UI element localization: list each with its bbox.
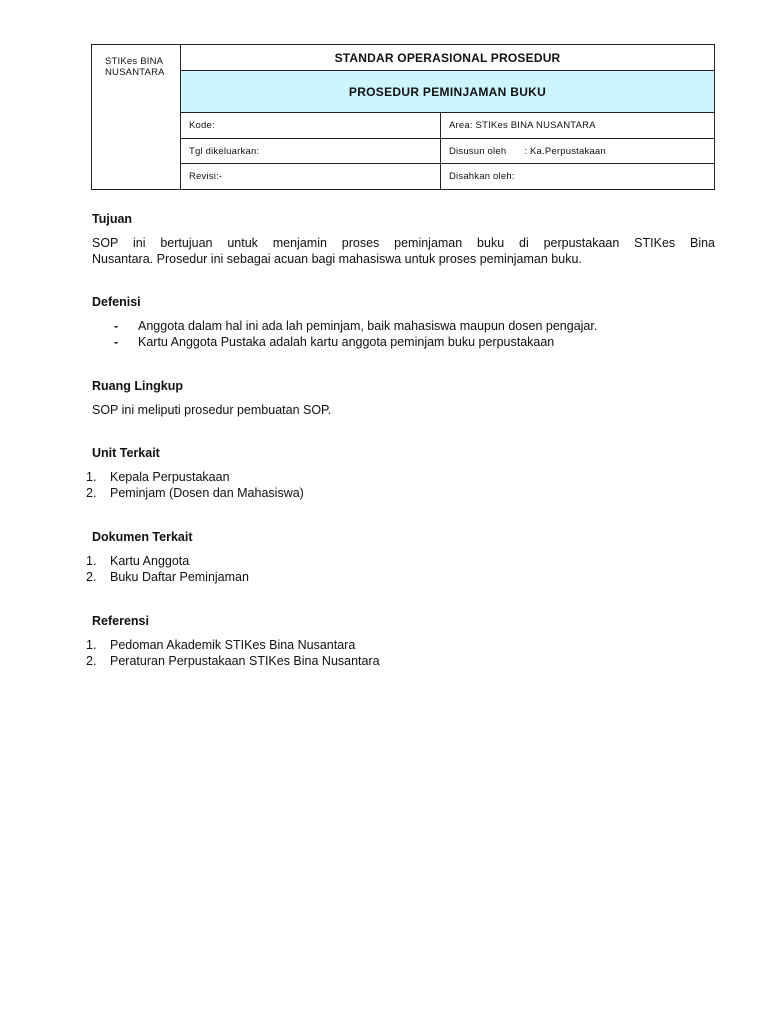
- list-dash: -: [114, 335, 119, 349]
- list-item-text: Pedoman Akademik STIKes Bina Nusantara: [110, 638, 356, 652]
- list-dash: -: [114, 319, 119, 333]
- kode-field: Kode:: [181, 113, 441, 139]
- list-number: 2.: [86, 654, 97, 668]
- sop-header-table: [91, 44, 715, 190]
- list-item-text: Kartu Anggota: [110, 554, 190, 568]
- prepared-by-value: : Ka.Perpustakaan: [524, 146, 606, 157]
- approved-by-field: Disahkan oleh:: [449, 171, 515, 182]
- list-item-text: Kartu Anggota Pustaka adalah kartu anggota peminjam buku perpustakaan: [138, 335, 555, 349]
- list-item: [86, 469, 230, 485]
- section-heading-referensi: Referensi: [92, 614, 149, 628]
- prepared-by-field: [441, 139, 714, 164]
- document-title: STANDAR OPERASIONAL PROSEDUR: [181, 45, 714, 71]
- list-item: [86, 569, 249, 585]
- list-number: 2.: [86, 570, 97, 584]
- list-number: 1.: [86, 554, 97, 568]
- issue-date-field: Tgl dikeluarkan:: [181, 139, 441, 164]
- institution-name: [92, 45, 181, 189]
- list-number: 1.: [86, 638, 97, 652]
- tujuan-text-line1: SOP ini bertujuan untuk menjamin proses peminjaman buku di perpustakaan STIKes Bina: [92, 236, 715, 250]
- list-number: 2.: [86, 486, 97, 500]
- section-heading-defenisi: Defenisi: [92, 295, 141, 309]
- list-item: [86, 553, 189, 569]
- list-item-text: Peraturan Perpustakaan STIKes Bina Nusantara: [110, 654, 380, 668]
- list-item: [86, 637, 355, 653]
- prepared-by-label: Disusun oleh: [449, 146, 507, 157]
- ruang-lingkup-text: SOP ini meliputi prosedur pembuatan SOP.: [92, 403, 332, 417]
- list-number: 1.: [86, 470, 97, 484]
- list-item-text: Buku Daftar Peminjaman: [110, 570, 249, 584]
- list-item: [114, 318, 597, 334]
- list-item-text: Kepala Perpustakaan: [110, 470, 230, 484]
- section-heading-ruang-lingkup: Ruang Lingkup: [92, 379, 183, 393]
- tujuan-text-line2: Nusantara. Prosedur ini sebagai acuan bagi mahasiswa untuk proses peminjaman buku.: [92, 252, 582, 266]
- list-item: [114, 334, 554, 350]
- list-item-text: Anggota dalam hal ini ada lah peminjam, baik mahasiswa maupun dosen pengajar.: [138, 319, 598, 333]
- revision-field: Revisi:-: [181, 164, 441, 189]
- area-field: Area: STIKes BINA NUSANTARA: [441, 113, 714, 139]
- institution-name-line1: STIKes BINA: [105, 56, 164, 67]
- section-heading-tujuan: Tujuan: [92, 212, 133, 226]
- list-item: [86, 653, 380, 669]
- institution-name-line2: NUSANTARA: [105, 67, 165, 78]
- list-item-text: Peminjam (Dosen dan Mahasiswa): [110, 486, 304, 500]
- list-item: [86, 485, 304, 501]
- section-heading-dokumen-terkait: Dokumen Terkait: [92, 530, 193, 544]
- procedure-title: PROSEDUR PEMINJAMAN BUKU: [181, 71, 714, 113]
- section-heading-unit-terkait: Unit Terkait: [92, 446, 160, 460]
